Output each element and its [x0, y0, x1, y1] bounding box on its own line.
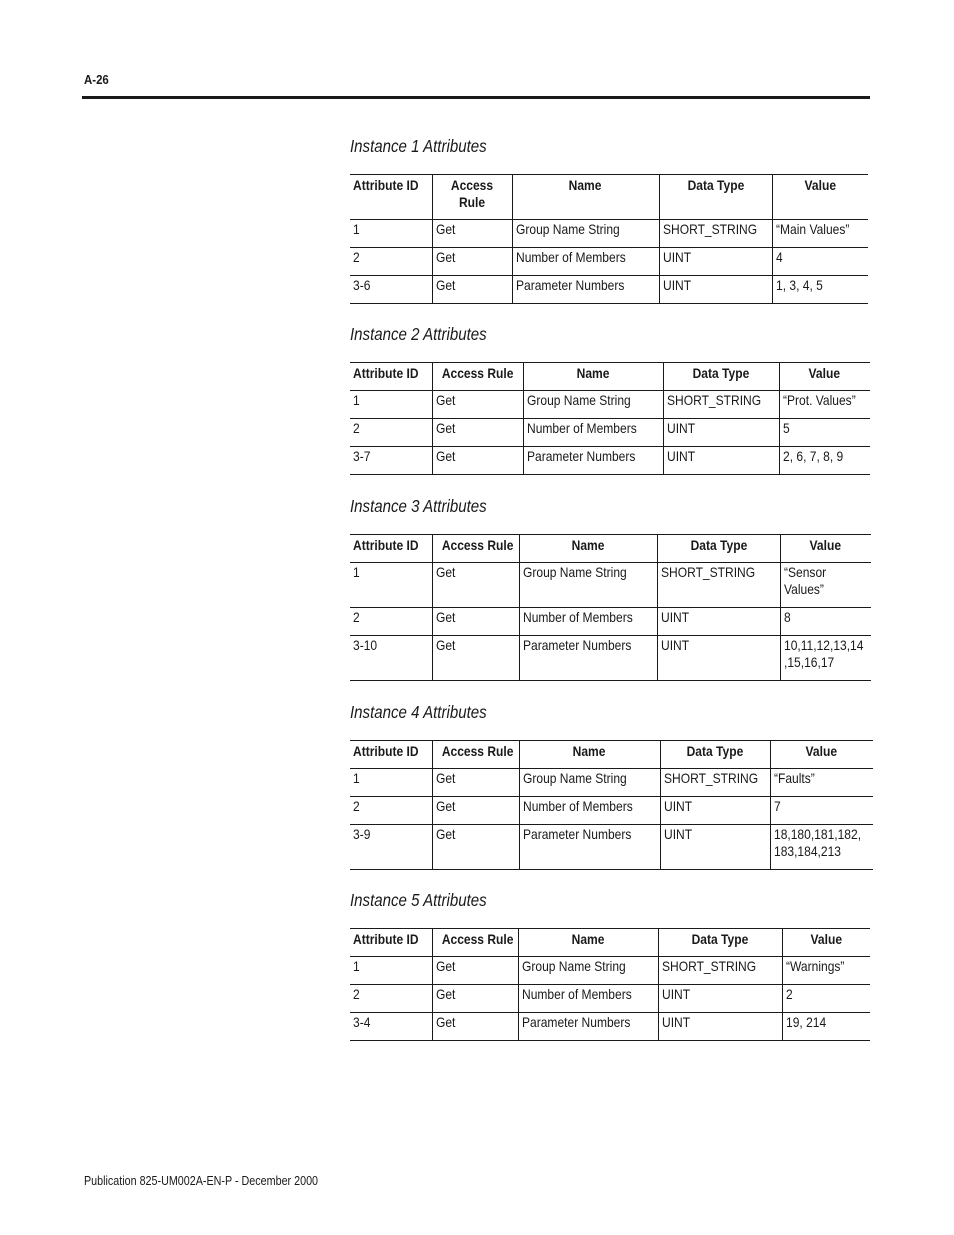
page-number: A-26: [84, 72, 109, 87]
cell-value: 18,180,181,182, 183,184,213: [770, 825, 873, 870]
cell-name: Group Name String: [519, 563, 657, 608]
table-row: [350, 636, 871, 681]
column-header-name: Name: [523, 363, 663, 391]
table-row: [350, 220, 868, 248]
cell-name: Parameter Numbers: [523, 447, 663, 475]
column-header-access-rule: Access Rule: [432, 363, 523, 391]
cell-attribute-id: 1: [350, 957, 432, 985]
table-header-row: [350, 175, 868, 220]
cell-data-type: SHORT_STRING: [657, 563, 780, 608]
table-title: Instance 5 Attributes: [350, 890, 487, 910]
cell-data-type: SHORT_STRING: [658, 957, 782, 985]
cell-value: 10,11,12,13,14 ,15,16,17: [780, 636, 871, 681]
column-header-attribute-id: Attribute ID: [350, 741, 432, 769]
cell-access-rule: Get: [432, 276, 512, 304]
table-header-row: [350, 929, 870, 957]
cell-attribute-id: 1: [350, 769, 432, 797]
publication-footer: Publication 825-UM002A-EN-P - December 2000: [84, 1174, 319, 1188]
column-header-value: Value: [782, 929, 870, 957]
cell-name: Group Name String: [523, 391, 663, 419]
cell-value: “Faults”: [770, 769, 873, 797]
table-header-row: [350, 363, 870, 391]
column-header-data-type: Data Type: [657, 535, 780, 563]
cell-data-type: UINT: [663, 419, 779, 447]
cell-access-rule: Get: [432, 797, 519, 825]
cell-name: Parameter Numbers: [519, 825, 660, 870]
cell-name: Group Name String: [519, 769, 660, 797]
cell-value: “Sensor Values”: [780, 563, 871, 608]
cell-access-rule: Get: [432, 825, 519, 870]
cell-attribute-id: 2: [350, 985, 432, 1013]
table-row: [350, 797, 873, 825]
cell-access-rule: Get: [432, 608, 519, 636]
table-header-row: [350, 741, 873, 769]
cell-attribute-id: 2: [350, 419, 432, 447]
column-header-access-rule: Access Rule: [432, 741, 519, 769]
cell-attribute-id: 2: [350, 797, 432, 825]
table-row: [350, 419, 870, 447]
cell-attribute-id: 3-10: [350, 636, 432, 681]
cell-attribute-id: 3-4: [350, 1013, 432, 1041]
instance-1-table: [350, 174, 868, 304]
table-row: [350, 447, 870, 475]
column-header-value: Value: [779, 363, 870, 391]
cell-attribute-id: 3-7: [350, 447, 432, 475]
instance-3-table: [350, 534, 871, 681]
cell-access-rule: Get: [432, 447, 523, 475]
column-header-attribute-id: Attribute ID: [350, 535, 432, 563]
table-title: Instance 1 Attributes: [350, 136, 487, 156]
cell-access-rule: Get: [432, 563, 519, 608]
cell-value: 8: [780, 608, 871, 636]
cell-name: Parameter Numbers: [518, 1013, 658, 1041]
instance-2-table: [350, 362, 870, 475]
column-header-attribute-id: Attribute ID: [350, 175, 432, 220]
column-header-data-type: Data Type: [660, 741, 770, 769]
table-title: Instance 2 Attributes: [350, 324, 487, 344]
column-header-attribute-id: Attribute ID: [350, 363, 432, 391]
table-row: [350, 957, 870, 985]
instance-4-table: [350, 740, 873, 870]
cell-data-type: UINT: [657, 608, 780, 636]
cell-name: Group Name String: [512, 220, 659, 248]
table-row: [350, 248, 868, 276]
cell-name: Group Name String: [518, 957, 658, 985]
cell-access-rule: Get: [432, 1013, 518, 1041]
column-header-access-rule: Access Rule: [432, 175, 512, 220]
instance-5-table: [350, 928, 870, 1041]
cell-data-type: SHORT_STRING: [660, 769, 770, 797]
cell-data-type: UINT: [660, 825, 770, 870]
column-header-name: Name: [512, 175, 659, 220]
cell-access-rule: Get: [432, 220, 512, 248]
cell-data-type: UINT: [659, 248, 772, 276]
cell-access-rule: Get: [432, 985, 518, 1013]
table-row: [350, 391, 870, 419]
column-header-access-rule: Access Rule: [432, 535, 519, 563]
column-header-access-rule: Access Rule: [432, 929, 518, 957]
cell-name: Number of Members: [512, 248, 659, 276]
cell-attribute-id: 3-6: [350, 276, 432, 304]
cell-data-type: UINT: [660, 797, 770, 825]
cell-value: “Prot. Values”: [779, 391, 870, 419]
table-row: [350, 563, 871, 608]
cell-value: 7: [770, 797, 873, 825]
cell-name: Number of Members: [519, 608, 657, 636]
cell-attribute-id: 1: [350, 220, 432, 248]
cell-value: 4: [772, 248, 868, 276]
cell-value: 19, 214: [782, 1013, 870, 1041]
cell-data-type: UINT: [663, 447, 779, 475]
cell-name: Parameter Numbers: [519, 636, 657, 681]
cell-access-rule: Get: [432, 248, 512, 276]
cell-value: 2: [782, 985, 870, 1013]
cell-access-rule: Get: [432, 636, 519, 681]
cell-attribute-id: 1: [350, 391, 432, 419]
table-header-row: [350, 535, 871, 563]
cell-attribute-id: 3-9: [350, 825, 432, 870]
column-header-name: Name: [519, 741, 660, 769]
cell-access-rule: Get: [432, 769, 519, 797]
cell-data-type: UINT: [658, 1013, 782, 1041]
table-row: [350, 769, 873, 797]
header-rule: [82, 96, 870, 99]
cell-attribute-id: 2: [350, 248, 432, 276]
cell-access-rule: Get: [432, 391, 523, 419]
column-header-name: Name: [519, 535, 657, 563]
cell-value: 1, 3, 4, 5: [772, 276, 868, 304]
column-header-value: Value: [772, 175, 868, 220]
cell-name: Number of Members: [523, 419, 663, 447]
table-title: Instance 4 Attributes: [350, 702, 487, 722]
column-header-data-type: Data Type: [663, 363, 779, 391]
cell-access-rule: Get: [432, 957, 518, 985]
cell-value: “Main Values”: [772, 220, 868, 248]
column-header-name: Name: [518, 929, 658, 957]
cell-data-type: UINT: [659, 276, 772, 304]
table-row: [350, 608, 871, 636]
column-header-attribute-id: Attribute ID: [350, 929, 432, 957]
cell-value: 5: [779, 419, 870, 447]
cell-data-type: SHORT_STRING: [659, 220, 772, 248]
table-row: [350, 825, 873, 870]
cell-attribute-id: 2: [350, 608, 432, 636]
table-row: [350, 276, 868, 304]
cell-name: Parameter Numbers: [512, 276, 659, 304]
cell-data-type: SHORT_STRING: [663, 391, 779, 419]
cell-access-rule: Get: [432, 419, 523, 447]
cell-value: 2, 6, 7, 8, 9: [779, 447, 870, 475]
table-title: Instance 3 Attributes: [350, 496, 487, 516]
cell-attribute-id: 1: [350, 563, 432, 608]
cell-data-type: UINT: [657, 636, 780, 681]
table-row: [350, 1013, 870, 1041]
column-header-data-type: Data Type: [658, 929, 782, 957]
cell-data-type: UINT: [658, 985, 782, 1013]
column-header-data-type: Data Type: [659, 175, 772, 220]
cell-name: Number of Members: [519, 797, 660, 825]
column-header-value: Value: [770, 741, 873, 769]
table-row: [350, 985, 870, 1013]
cell-value: “Warnings”: [782, 957, 870, 985]
cell-name: Number of Members: [518, 985, 658, 1013]
column-header-value: Value: [780, 535, 871, 563]
